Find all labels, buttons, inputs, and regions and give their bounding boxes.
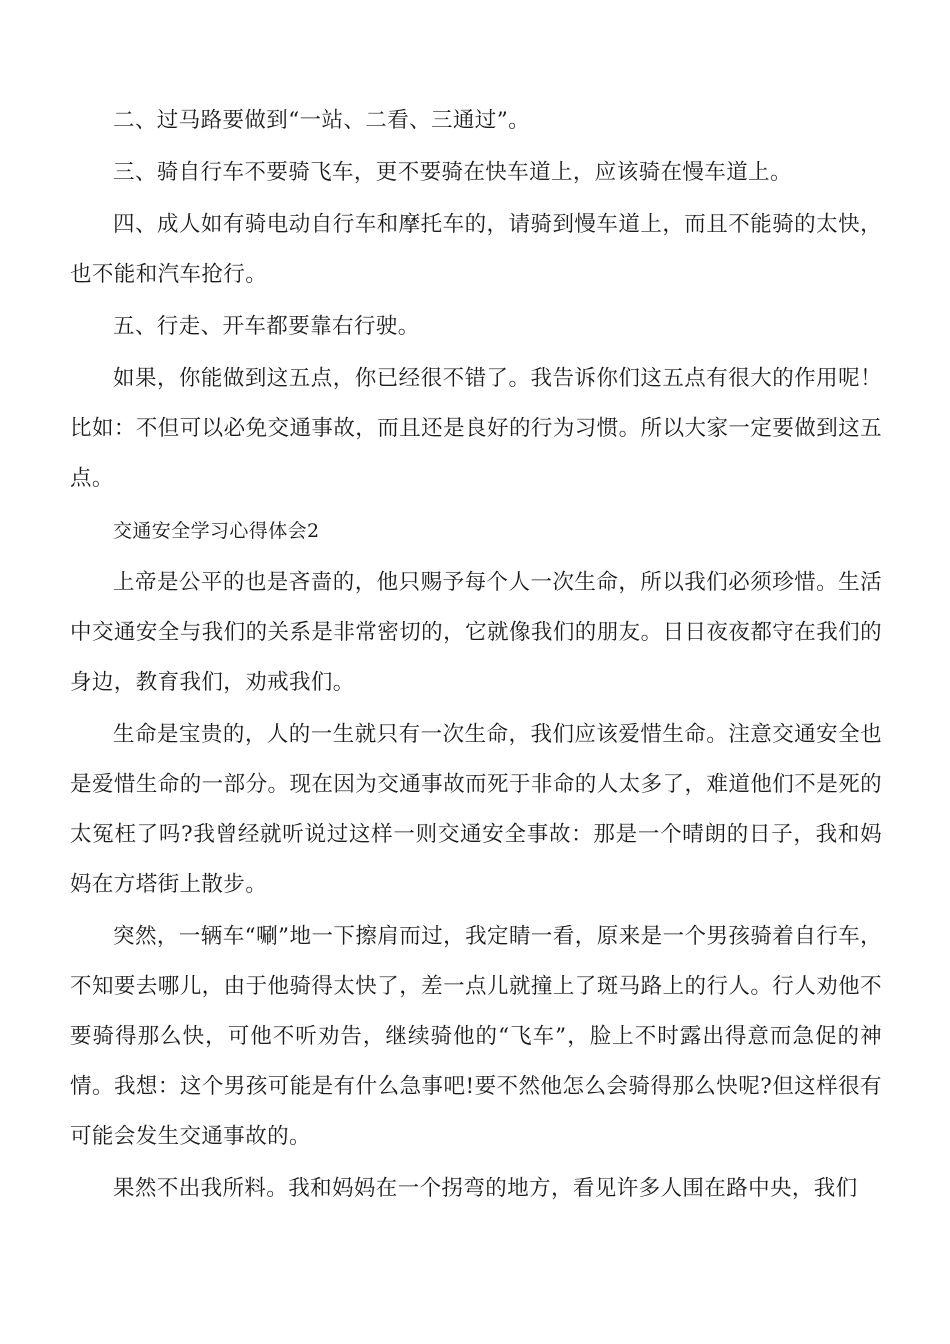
paragraph-rule-2: 二、过马路要做到“一站、二看、三通过”。 <box>113 108 530 133</box>
paragraph-intro: 上帝是公平的也是吝啬的，他只赐予每个人一次生命，所以我们必须珍惜。生活中交通安全与我们的关系是非常密切的，它就像我们的朋友。日日夜夜都守在我们的身边，教育我们，劝戒我们。 <box>70 570 882 695</box>
paragraph-rule-4: 四、成人如有骑电动自行车和摩托车的，请骑到慢车道上，而且不能骑的太快，也不能和汽车抢行。 <box>70 212 882 287</box>
document-body <box>70 96 882 1216</box>
paragraph-story: 突然，一辆车“唰”地一下擦肩而过，我定睛一看，原来是一个男孩骑着自行车，不知要去哪儿，由于他骑得太快了，差一点儿就撞上了斑马路上的行人。行人劝他不要骑得那么快，可他不听劝告，继续骑他的“飞车”，脸上不时露出得意而急促的神情。我想：这个男孩可能是有什么急事吧!要不然他怎么会骑得那么快呢?但这样很有可能会发生交通事故的。 <box>70 924 882 1149</box>
paragraph-continuation: 果然不出我所料。我和妈妈在一个拐弯的地方，看见许多人围在路中央，我们 <box>113 1176 858 1201</box>
paragraph-life: 生命是宝贵的，人的一生就只有一次生命，我们应该爱惜生命。注意交通安全也是爱惜生命的一部分。现在因为交通事故而死于非命的人太多了，难道他们不是死的太冤枉了吗?我曾经就听说过这样一则交通安全事故：那是一个晴朗的日子，我和妈妈在方塔街上散步。 <box>70 722 882 897</box>
paragraph-rule-3: 三、骑自行车不要骑飞车，更不要骑在快车道上，应该骑在慢车道上。 <box>113 160 792 185</box>
paragraph-rule-5: 五、行走、开车都要靠右行驶。 <box>113 314 420 339</box>
section-heading: 交通安全学习心得体会2 <box>113 520 320 542</box>
paragraph-conclusion: 如果，你能做到这五点，你已经很不错了。我告诉你们这五点有很大的作用呢！比如：不但可以必免交通事故，而且还是良好的行为习惯。所以大家一定要做到这五点。 <box>70 366 882 491</box>
